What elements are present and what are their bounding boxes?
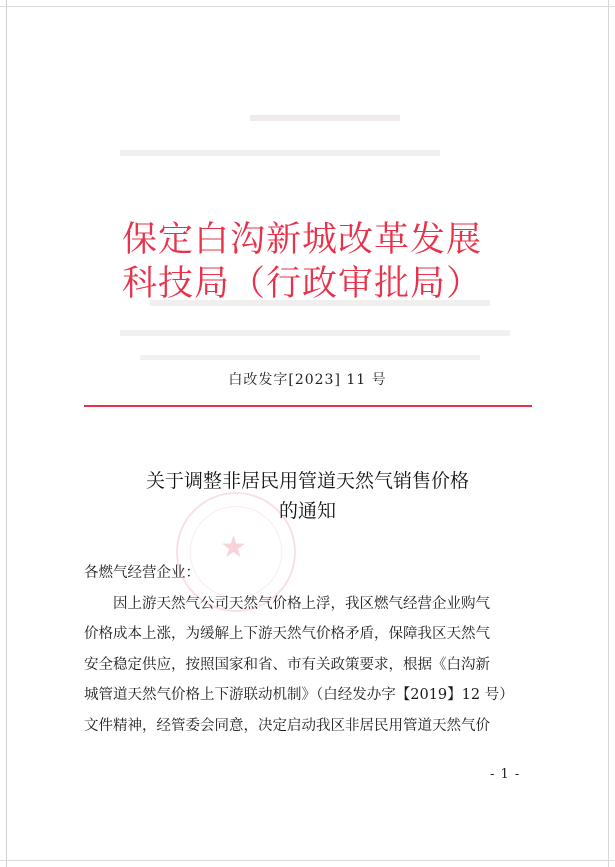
body-line: 文件精神，经管委会同意，决定启动我区非居民用管道天然气价 — [84, 717, 490, 734]
red-divider-line — [84, 405, 532, 407]
bleed-through-mark — [250, 115, 400, 121]
issuer-line-1: 保定白沟新城改革发展 — [122, 220, 483, 260]
bleed-through-mark — [120, 330, 510, 336]
body-line: 安全稳定供应，按照国家和省、市有关政策要求，根据《白沟新 — [84, 656, 490, 673]
notice-title-line-1: 关于调整非居民用管道天然气销售价格 — [145, 470, 469, 492]
body-line: 因上游天然气公司天然气价格上浮，我区燃气经营企业购气 — [113, 595, 490, 612]
page-edge-bottom — [0, 860, 615, 861]
issuer-heading — [122, 218, 542, 306]
issuer-line-2: 科技局（行政审批局） — [122, 264, 483, 304]
page-edge-right — [608, 0, 609, 867]
seal-star-icon: ★ — [220, 530, 247, 565]
notice-title — [0, 466, 615, 526]
body-line: 价格成本上涨，为缓解上下游天然气价格矛盾，保障我区天然气 — [84, 626, 490, 642]
page-edge-left — [6, 0, 7, 867]
bleed-through-mark — [140, 355, 480, 360]
bleed-through-mark — [120, 150, 440, 156]
page-edge-top — [0, 6, 615, 7]
body-line: 城管道天然气价格上下游联动机制》（白经发办字【2019】12 号） — [84, 687, 514, 703]
document-number: 白改发字[2023] 11 号 — [228, 372, 387, 388]
page-number: - 1 - — [490, 767, 521, 782]
notice-body — [84, 558, 544, 741]
notice-title-line-2: 的通知 — [278, 500, 336, 522]
salutation: 各燃气经营企业： — [84, 565, 200, 581]
